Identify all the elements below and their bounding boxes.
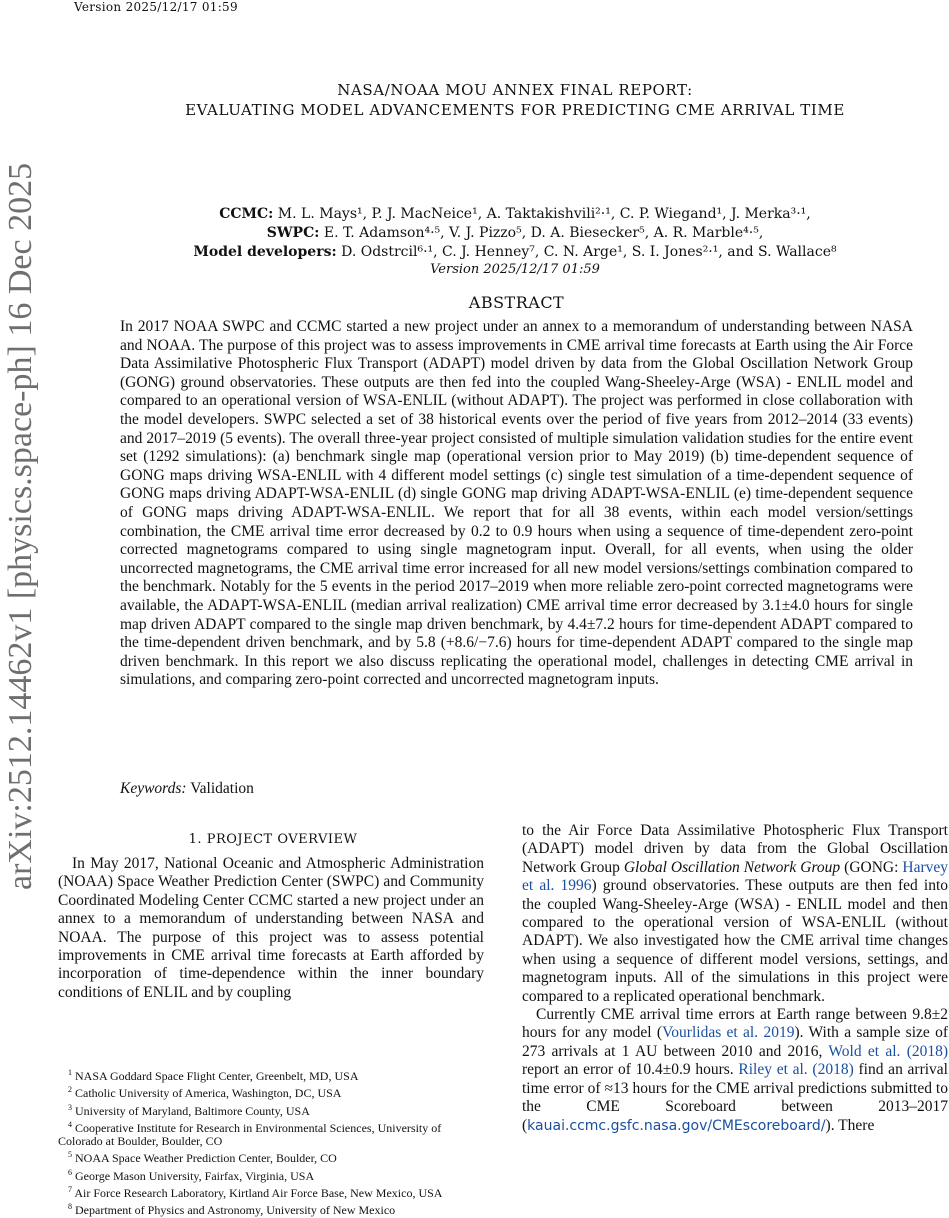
- authors-developers: D. Odstrcil⁶·¹, C. J. Henney⁷, C. N. Arge¹, S. I. Jones²·¹, and S. Wallace⁸: [341, 244, 837, 260]
- version-line: Version 2025/12/17 01:59: [430, 262, 600, 277]
- keywords-label: Keywords:: [120, 780, 187, 797]
- title-line-1: NASA/NOAA MOU ANNEX FINAL REPORT:: [337, 81, 693, 99]
- section-heading: 1. PROJECT OVERVIEW: [188, 832, 358, 847]
- abstract-heading: ABSTRACT: [468, 293, 565, 312]
- author-line-ccmc: [110, 205, 920, 224]
- footnote: $^4$ Cooperative Institute for Research in Environmental Sciences, University of Colorado at Boulder, Boulder, CO: [58, 1119, 442, 1149]
- right-paragraph-2: Currently CME arrival time errors at Earth range between 9.8±2 hours for any model (Vourlidas et al. 2019). With a sample size of 273 arrivals at 1 AU between 2010 and 2016, Wold et al. (2018) report an error of 10.4±0.9 hours. Riley et al. (2018) find an arrival time error of ≈13 hours for the CME arrival predictions submitted to the CME Scoreboard between 2013–2017 (kauai.ccmc.gsfc.nasa.gov/CMEscoreboard/). There: [522, 1006, 949, 1134]
- authors-swpc: E. T. Adamson⁴·⁵, V. J. Pizzo⁵, D. A. Biesecker⁵, A. R. Marble⁴·⁵,: [323, 225, 764, 241]
- group-label-developers: Model developers:: [193, 244, 337, 260]
- citation-link[interactable]: Riley et al. (2018): [738, 1061, 854, 1079]
- title-line-2: EVALUATING MODEL ADVANCEMENTS FOR PREDICTING CME ARRIVAL TIME: [185, 101, 845, 119]
- left-column: [58, 855, 484, 1002]
- footnotes: [58, 1066, 484, 1218]
- scoreboard-url-link[interactable]: kauai.ccmc.gsfc.nasa.gov/CMEscoreboard/: [527, 1117, 826, 1134]
- arxiv-stamp: arXiv:2512.14462v1 [physics.space-ph] 16 Dec 2025: [2, 162, 39, 890]
- intro-paragraph: In May 2017, National Oceanic and Atmospheric Administration (NOAA) Space Weather Prediction Center (SWPC) and Community Coordinated Modeling Center CCMC started a new project under an annex to a memorandum of understanding between NASA and NOAA. The purpose of this project was to assess potential improvements in CME arrival time forecasts at Earth afforded by incorporation of time-dependence within the inner boundary conditions of ENLIL and by coupling: [58, 855, 484, 1001]
- keywords: [120, 780, 254, 798]
- right-paragraph-1: to the Air Force Data Assimilative Photospheric Flux Transport (ADAPT) model driven by data from the Global Oscillation Network Group Global Oscillation Network Group (GONG: Harvey et al. 1996) ground observatories. These outputs are then fed into the coupled Wang-Sheeley-Arge (WSA) - ENLIL model and then compared to the operational version of WSA-ENLIL (without ADAPT). We also investigated how the CME arrival time changes when using a sequence of different model versions, settings, and magnetogram inputs. All of the simulations in this project were compared to a replicated operational benchmark.: [522, 822, 949, 1005]
- footnote: $^8$ Department of Physics and Astronomy, University of New Mexico: [68, 1202, 396, 1218]
- keywords-value: Validation: [190, 780, 254, 797]
- authors-ccmc: M. L. Mays¹, P. J. MacNeice¹, A. Taktakishvili²·¹, C. P. Wiegand¹, J. Merka³·¹,: [277, 206, 811, 222]
- abstract-text: In 2017 NOAA SWPC and CCMC started a new project under an annex to a memorandum of understanding between NASA and NOAA. The purpose of this project was to assess improvements in CME arrival time forecasts at Earth using the Air Force Data Assimilative Photospheric Flux Transport (ADAPT) model driven by data from the Global Oscillation Network Group (GONG) ground observatories. These outputs are then fed into the coupled Wang-Sheeley-Arge (WSA) - ENLIL model and compared to an operational version of WSA-ENLIL (without ADAPT). The project was performed in close collaboration with the model developers. SWPC selected a set of 38 historical events over the period of five years from 2012–2014 (33 events) and 2017–2019 (5 events). The overall three-year project consisted of multiple simulation validation studies for the entire event set (1292 simulations): (a) benchmark single map (operational version prior to May 2019) (b) time-dependent sequence of GONG maps driving WSA-ENLIL with 4 different model settings (c) single test simulation of a time-dependent sequence of GONG maps driving ADAPT-WSA-ENLIL (d) single GONG map driving ADAPT-WSA-ENLIL (e) time-dependent sequence of GONG maps driving ADAPT-WSA-ENLIL. We report that for all 38 events, within each model version/settings combination, the CME arrival time error decreased by 0.2 to 0.9 hours when using a sequence of time-dependent zero-point corrected magnetograms compared to using single magnetogram input. Overall, for all events, when using the older uncorrected magnetograms, the CME arrival time error increased for all new model versions/settings combination compared to the benchmark. Notably for the 5 events in the period 2017–2019 when more reliable zero-point corrected magnetograms were available, the ADAPT-WSA-ENLIL (median arrival realization) CME arrival time error decreased by 3.1±4.0 hours for single map driven ADAPT compared to the single map driven benchmark, by 4.4±7.2 hours for time-dependent ADAPT compared to the time-dependent driven benchmark, and by 5.8 (+8.6/−7.6) hours for time-dependent ADAPT compared to the single map driven benchmark. In this report we also discuss replicating the operational model, challenges in detecting CME arrival in simulations, and comparing zero-point corrected and uncorrected magnetogram inputs.: [120, 318, 913, 689]
- citation-link[interactable]: Harvey et al. 1996: [522, 858, 949, 895]
- footnote: $^2$ Catholic University of America, Washington, DC, USA: [68, 1085, 342, 1101]
- running-header: Version 2025/12/17 01:59: [74, 0, 238, 14]
- footnote: $^5$ NOAA Space Weather Prediction Center, Boulder, CO: [68, 1150, 337, 1166]
- citation-link[interactable]: Wold et al. (2018): [828, 1042, 949, 1060]
- footnote: $^7$ Air Force Research Laboratory, Kirtland Air Force Base, New Mexico, USA: [68, 1185, 443, 1201]
- citation-link[interactable]: Vourlidas et al. 2019: [662, 1024, 795, 1042]
- author-line-developers: [110, 243, 920, 262]
- footnote: $^6$ George Mason University, Fairfax, Virginia, USA: [68, 1167, 315, 1183]
- group-label-ccmc: CCMC:: [219, 206, 274, 222]
- group-label-swpc: SWPC:: [266, 225, 320, 241]
- paper-title: [120, 80, 910, 120]
- author-block: [110, 205, 920, 262]
- right-column: [522, 822, 948, 1135]
- author-line-swpc: [110, 224, 920, 243]
- footnote: $^3$ University of Maryland, Baltimore County, USA: [68, 1102, 310, 1118]
- footnote: $^1$ NASA Goddard Space Flight Center, Greenbelt, MD, USA: [68, 1068, 359, 1083]
